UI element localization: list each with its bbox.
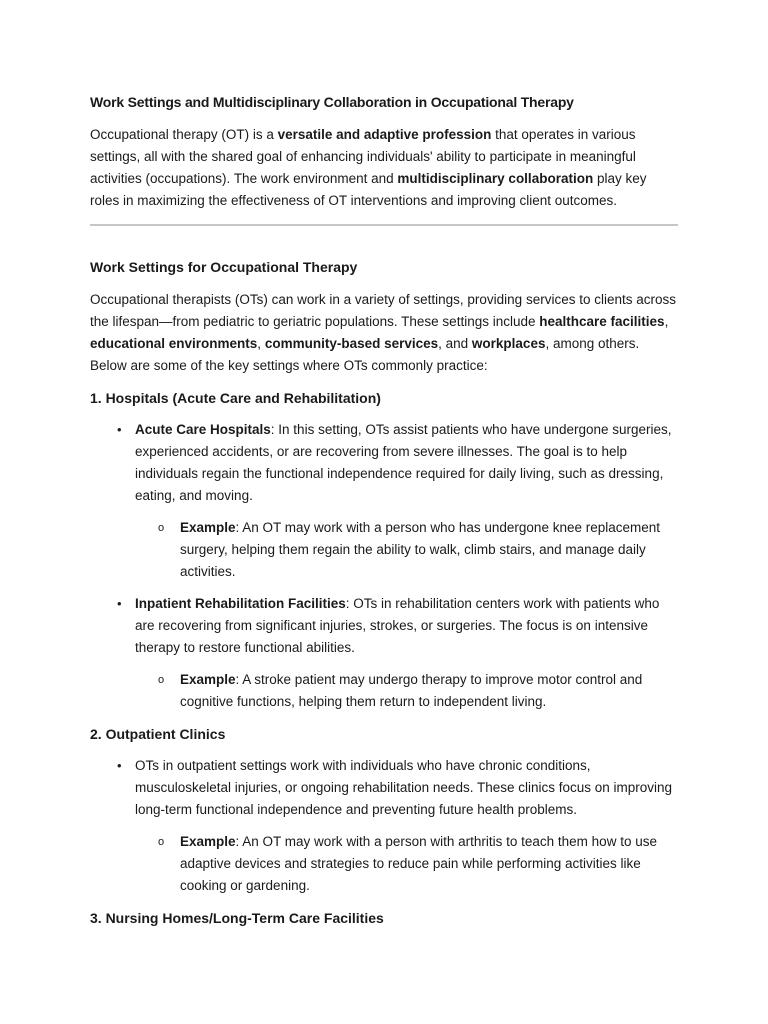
example-item [158,669,678,713]
settings-intro-text: , among others. Below are some of the key settings where OTs commonly practice: [90,336,640,373]
intro-text: play key roles in maximizing the effectiveness of OT interventions and improving client outcomes. [90,171,647,208]
intro-text: that operates in various settings, all with the shared goal of enhancing individuals' ability to participate in meaningful activities (occupations). The work environment and [90,127,636,186]
section-heading-hospitals: 1. Hospitals (Acute Care and Rehabilitation) [90,390,381,406]
example-text: : An OT may work with a person with arthritis to teach them how to use adaptive devices and strategies to reduce pain while performing activities like cooking or gardening. [180,834,657,893]
example-list [135,831,678,897]
example-term: Example [180,520,236,535]
sub-bullet-marker: o [158,836,165,848]
example-list [135,669,678,713]
settings-intro-text: Occupational therapists (OTs) can work in a variety of settings, providing services to clients across the lifespan—from pediatric to geriatric populations. These settings include [90,292,676,329]
list-item-text: : OTs in rehabilitation centers work with patients who are recovering from significant injuries, strokes, or surgeries. The focus is on intensive therapy to restore functional abilities. [135,596,660,655]
example-term: Example [180,834,236,849]
settings-intro-bold-text: workplaces [471,336,546,351]
example-item [158,831,678,897]
sub-bullet-marker: o [158,522,165,534]
list-item [117,419,678,583]
example-term: Example [180,672,236,687]
intro-bold-text: multidisciplinary collaboration [397,171,594,186]
example-text: : A stroke patient may undergo therapy to improve motor control and cognitive functions, helping them return to independent living. [180,672,643,709]
settings-heading: Work Settings for Occupational Therapy [90,259,358,275]
sub-bullet-marker: o [158,674,165,686]
intro-bold-text: versatile and adaptive profession [277,127,492,142]
list-item [117,593,678,713]
bullet-marker: • [117,422,122,437]
bullet-marker: • [117,758,122,773]
settings-intro-bold-text: educational environments [90,336,258,351]
section-heading-outpatient: 2. Outpatient Clinics [90,726,226,742]
bullet-marker: • [117,596,122,611]
settings-intro-bold-text: healthcare facilities [539,314,665,329]
example-text: : An OT may work with a person who has undergone knee replacement surgery, helping them regain the ability to walk, climb stairs, and manage daily activities. [180,520,661,579]
outpatient-list [90,755,678,897]
intro-paragraph [90,124,678,212]
example-list [135,517,678,583]
section-heading-nursing-homes: 3. Nursing Homes/Long-Term Care Facilities [90,910,384,926]
settings-intro-text: , [664,314,669,329]
horizontal-divider [90,224,678,226]
example-item [158,517,678,583]
list-item-term: Acute Care Hospitals [135,422,271,437]
settings-intro-bold-text: community-based services [264,336,439,351]
settings-intro-paragraph [90,289,678,377]
settings-intro-text: , and [438,336,472,351]
list-item-term: Inpatient Rehabilitation Facilities [135,596,346,611]
document-title: Work Settings and Multidisciplinary Collaboration in Occupational Therapy [90,94,574,110]
hospitals-list [90,419,678,713]
intro-text: Occupational therapy (OT) is a [90,127,278,142]
list-item [117,755,678,897]
list-item-text: OTs in outpatient settings work with individuals who have chronic conditions, musculoskeletal injuries, or ongoing rehabilitation needs. These clinics focus on improving long-term functional independence and preventing future health problems. [135,758,673,817]
list-item-text: : In this setting, OTs assist patients who have undergone surgeries, experienced accidents, or are recovering from severe illnesses. The goal is to help individuals regain the functional independence required for daily living, such as dressing, eating, and moving. [135,422,672,503]
settings-intro-text: , [257,336,265,351]
